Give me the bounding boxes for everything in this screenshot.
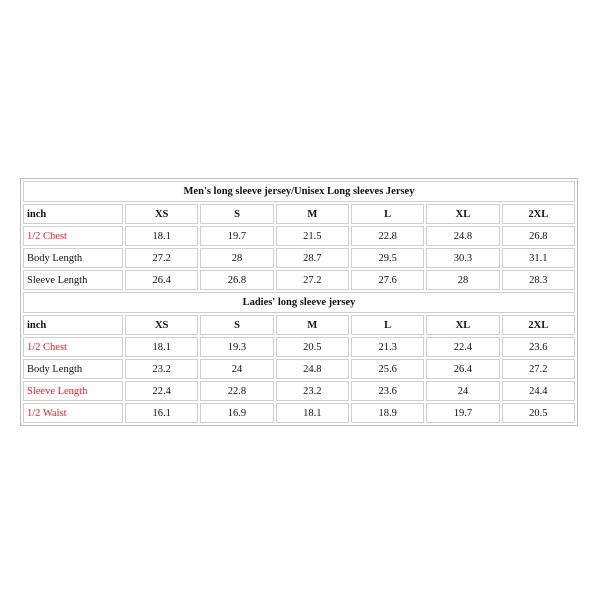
value-cell: 24.8 — [276, 359, 349, 379]
header-cell: M — [276, 315, 349, 335]
value-cell: 30.3 — [426, 248, 499, 268]
value-cell: 24.8 — [426, 226, 499, 246]
value-cell: 31.1 — [502, 248, 575, 268]
header-cell: S — [200, 315, 273, 335]
row-label: 1/2 Chest — [23, 337, 123, 357]
value-cell: 22.8 — [200, 381, 273, 401]
table-row — [23, 359, 575, 379]
value-cell: 18.1 — [276, 403, 349, 423]
value-cell: 25.6 — [351, 359, 424, 379]
value-cell: 23.2 — [125, 359, 198, 379]
header-cell: XL — [426, 204, 499, 224]
value-cell: 19.3 — [200, 337, 273, 357]
value-cell: 19.7 — [426, 403, 499, 423]
value-cell: 29.5 — [351, 248, 424, 268]
row-label: 1/2 Chest — [23, 226, 123, 246]
table-row — [23, 226, 575, 246]
table-row — [23, 337, 575, 357]
table-row — [23, 381, 575, 401]
value-cell: 27.2 — [502, 359, 575, 379]
value-cell: 26.4 — [426, 359, 499, 379]
header-cell: L — [351, 204, 424, 224]
value-cell: 26.8 — [502, 226, 575, 246]
header-cell: L — [351, 315, 424, 335]
mens-header-row — [23, 204, 575, 224]
value-cell: 23.2 — [276, 381, 349, 401]
value-cell: 27.6 — [351, 270, 424, 290]
header-cell: M — [276, 204, 349, 224]
ladies-title-row — [23, 292, 575, 313]
value-cell: 26.8 — [200, 270, 273, 290]
ladies-section-title: Ladies' long sleeve jersey — [23, 292, 575, 313]
row-label: Body Length — [23, 359, 123, 379]
value-cell: 22.8 — [351, 226, 424, 246]
header-cell: S — [200, 204, 273, 224]
value-cell: 18.9 — [351, 403, 424, 423]
value-cell: 26.4 — [125, 270, 198, 290]
value-cell: 18.1 — [125, 337, 198, 357]
row-label: Sleeve Length — [23, 270, 123, 290]
table-row — [23, 403, 575, 423]
value-cell: 28.7 — [276, 248, 349, 268]
header-cell: XS — [125, 315, 198, 335]
value-cell: 19.7 — [200, 226, 273, 246]
value-cell: 16.1 — [125, 403, 198, 423]
value-cell: 18.1 — [125, 226, 198, 246]
table-row — [23, 248, 575, 268]
value-cell: 23.6 — [502, 337, 575, 357]
value-cell: 21.5 — [276, 226, 349, 246]
mens-section-title: Men's long sleeve jersey/Unisex Long sleeves Jersey — [23, 181, 575, 202]
row-label: 1/2 Waist — [23, 403, 123, 423]
value-cell: 24.4 — [502, 381, 575, 401]
value-cell: 23.6 — [351, 381, 424, 401]
value-cell: 24 — [200, 359, 273, 379]
value-cell: 22.4 — [426, 337, 499, 357]
value-cell: 28 — [200, 248, 273, 268]
table-row — [23, 270, 575, 290]
header-cell: XS — [125, 204, 198, 224]
value-cell: 20.5 — [502, 403, 575, 423]
value-cell: 22.4 — [125, 381, 198, 401]
value-cell: 24 — [426, 381, 499, 401]
header-cell: inch — [23, 204, 123, 224]
value-cell: 20.5 — [276, 337, 349, 357]
mens-title-row — [23, 181, 575, 202]
value-cell: 28 — [426, 270, 499, 290]
header-cell: XL — [426, 315, 499, 335]
value-cell: 21.3 — [351, 337, 424, 357]
row-label: Sleeve Length — [23, 381, 123, 401]
value-cell: 27.2 — [276, 270, 349, 290]
ladies-header-row — [23, 315, 575, 335]
header-cell: 2XL — [502, 315, 575, 335]
value-cell: 28.3 — [502, 270, 575, 290]
size-chart-table — [20, 178, 578, 426]
header-cell: 2XL — [502, 204, 575, 224]
value-cell: 16.9 — [200, 403, 273, 423]
header-cell: inch — [23, 315, 123, 335]
value-cell: 27.2 — [125, 248, 198, 268]
row-label: Body Length — [23, 248, 123, 268]
